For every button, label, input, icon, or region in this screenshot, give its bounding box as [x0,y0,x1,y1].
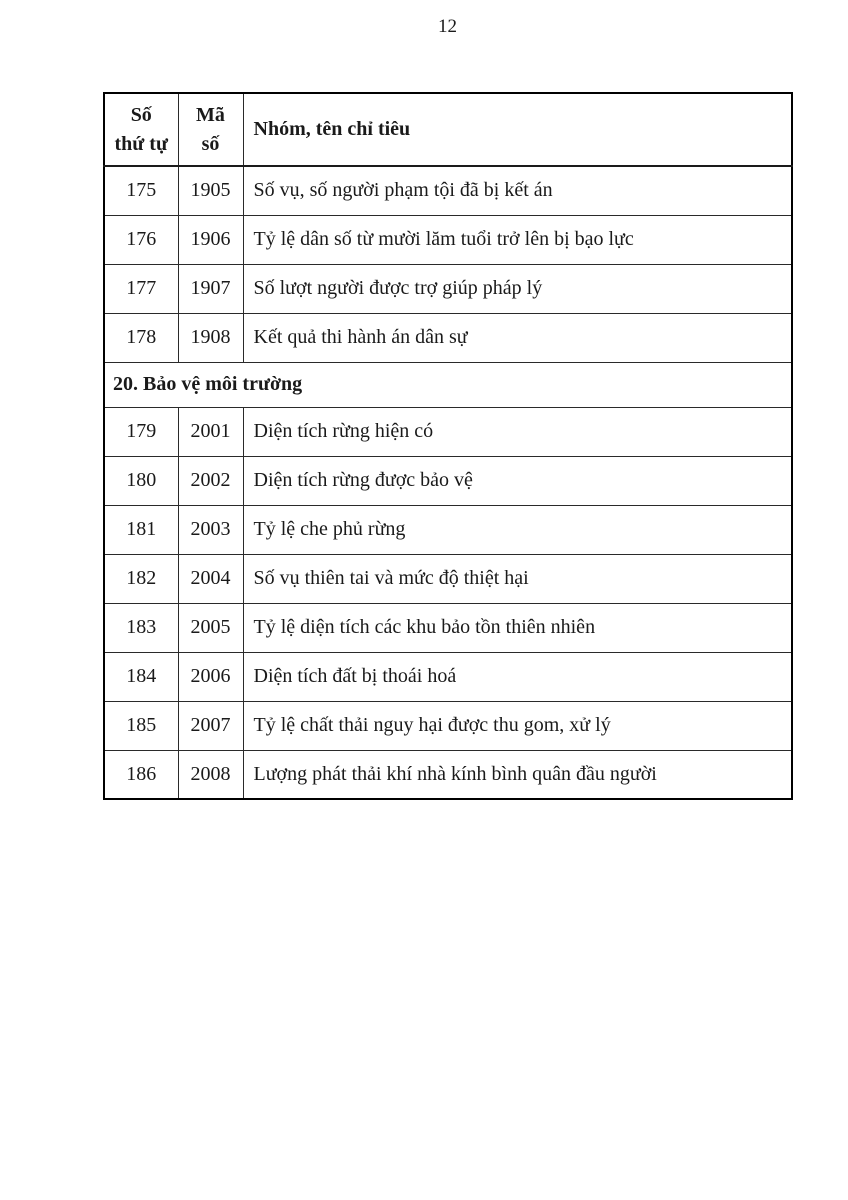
cell-name: Diện tích rừng hiện có [243,407,792,456]
indicator-table [103,92,793,800]
cell-stt: 182 [104,554,178,603]
table-row [104,215,792,264]
cell-name: Lượng phát thải khí nhà kính bình quân đầu người [243,750,792,799]
table-row [104,407,792,456]
cell-code: 2007 [178,701,243,750]
cell-stt: 178 [104,313,178,362]
header-cell-name: Nhóm, tên chỉ tiêu [243,93,792,166]
header-cell-code [178,93,243,166]
cell-stt: 175 [104,166,178,215]
cell-name: Tỷ lệ che phủ rừng [243,505,792,554]
cell-stt: 179 [104,407,178,456]
table-row [104,554,792,603]
cell-code: 2004 [178,554,243,603]
table-row [104,701,792,750]
cell-stt: 183 [104,603,178,652]
cell-name: Tỷ lệ chất thải nguy hại được thu gom, xử lý [243,701,792,750]
page-number: 12 [438,16,457,37]
cell-code: 2008 [178,750,243,799]
table-row [104,166,792,215]
cell-name: Diện tích đất bị thoái hoá [243,652,792,701]
cell-stt: 177 [104,264,178,313]
cell-stt: 185 [104,701,178,750]
section-header-row [104,362,792,407]
header-stt-line1: Số [130,103,152,126]
cell-code: 2003 [178,505,243,554]
cell-stt: 181 [104,505,178,554]
cell-code: 2002 [178,456,243,505]
table-header-row [104,93,792,166]
cell-stt: 186 [104,750,178,799]
cell-code: 1905 [178,166,243,215]
cell-code: 2005 [178,603,243,652]
cell-stt: 184 [104,652,178,701]
table-row [104,652,792,701]
cell-name: Số vụ, số người phạm tội đã bị kết án [243,166,792,215]
cell-code: 1907 [178,264,243,313]
section-title: 20. Bảo vệ môi trường [104,362,792,407]
table-row [104,313,792,362]
table-row [104,264,792,313]
table-row [104,750,792,799]
header-code-line2: số [201,132,220,155]
cell-stt: 180 [104,456,178,505]
cell-name: Số vụ thiên tai và mức độ thiệt hại [243,554,792,603]
header-cell-stt [104,93,178,166]
table-row [104,505,792,554]
header-code-line1: Mã [196,103,225,126]
cell-name: Tỷ lệ diện tích các khu bảo tồn thiên nhiên [243,603,792,652]
cell-name: Số lượt người được trợ giúp pháp lý [243,264,792,313]
cell-name: Diện tích rừng được bảo vệ [243,456,792,505]
cell-code: 1908 [178,313,243,362]
cell-name: Kết quả thi hành án dân sự [243,313,792,362]
table-row [104,456,792,505]
header-stt-line2: thứ tự [114,132,168,155]
cell-code: 2006 [178,652,243,701]
cell-name: Tỷ lệ dân số từ mười lăm tuổi trở lên bị bạo lực [243,215,792,264]
table-row [104,603,792,652]
cell-code: 2001 [178,407,243,456]
cell-code: 1906 [178,215,243,264]
cell-stt: 176 [104,215,178,264]
